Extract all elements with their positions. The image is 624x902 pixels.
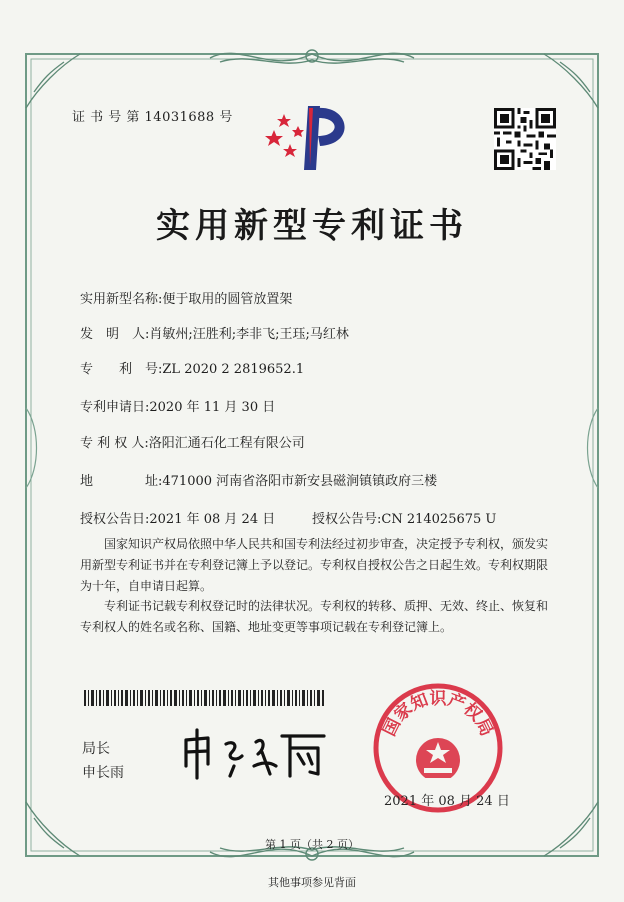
signatory-title: 局长 [82, 741, 110, 757]
field-value: 便于取用的圆管放置架 [162, 292, 293, 307]
grant-paragraph: 国家知识产权局依照中华人民共和国专利法经过初步审查，决定授予专利权，颁发实用新型专利证书并在专利登记簿上予以登记。专利权自授权公告之日起生效。专利权期限为十年，自申请日起算。 [80, 537, 549, 593]
field-value: 洛阳汇通石化工程有限公司 [148, 436, 305, 451]
field-value: CN 214025675 U [381, 512, 497, 527]
field-value: ZL 2020 2 2819652.1 [162, 362, 305, 377]
field-application-date [80, 396, 275, 415]
svg-text:国家知识产权局: 国家知识产权局 [379, 689, 497, 740]
signatory-name: 申长雨 [82, 765, 124, 781]
qr-code [494, 108, 556, 170]
field-value: 471000 河南省洛阳市新安县磁涧镇镇政府三楼 [162, 474, 438, 489]
field-label: 实用新型名称: [80, 292, 163, 307]
field-label: 专 利 号: [80, 362, 163, 377]
field-utility-model-name [80, 288, 292, 307]
barcode [84, 690, 324, 706]
page-indicator: 第 1 页（共 2 页） [265, 838, 359, 851]
seal-date: 2021 年 08 月 24 日 [384, 794, 510, 809]
field-label: 专 利 权 人: [80, 436, 149, 451]
field-announcement-date [80, 508, 275, 527]
field-value: 2020 年 11 月 30 日 [149, 400, 276, 415]
field-address [80, 470, 437, 489]
field-announcement-number [312, 508, 496, 527]
field-label: 发 明 人: [80, 327, 150, 342]
footer-note: 其他事项参见背面 [268, 876, 356, 889]
field-value: 肖敏州;汪胜利;李非飞;王珏;马红林 [149, 327, 349, 342]
field-patentee [80, 432, 305, 451]
field-label: 专利申请日: [80, 400, 150, 415]
certificate-number: 证 书 号 第 14031688 号 [72, 110, 233, 125]
field-label: 地 址: [80, 474, 163, 489]
field-label: 授权公告日: [80, 512, 150, 527]
field-label: 授权公告号: [312, 512, 382, 527]
field-inventors [80, 323, 349, 342]
legal-status-paragraph: 专利证书记载专利权登记时的法律状况。专利权的转移、质押、无效、终止、恢复和专利权人的姓名或名称、国籍、地址变更等事项记载在专利登记簿上。 [80, 599, 549, 634]
document-title: 实用新型专利证书 [156, 206, 468, 246]
patent-office-emblem-icon [260, 100, 360, 174]
field-patent-number [80, 358, 304, 377]
handwritten-signature [178, 722, 328, 782]
field-value: 2021 年 08 月 24 日 [149, 512, 276, 527]
